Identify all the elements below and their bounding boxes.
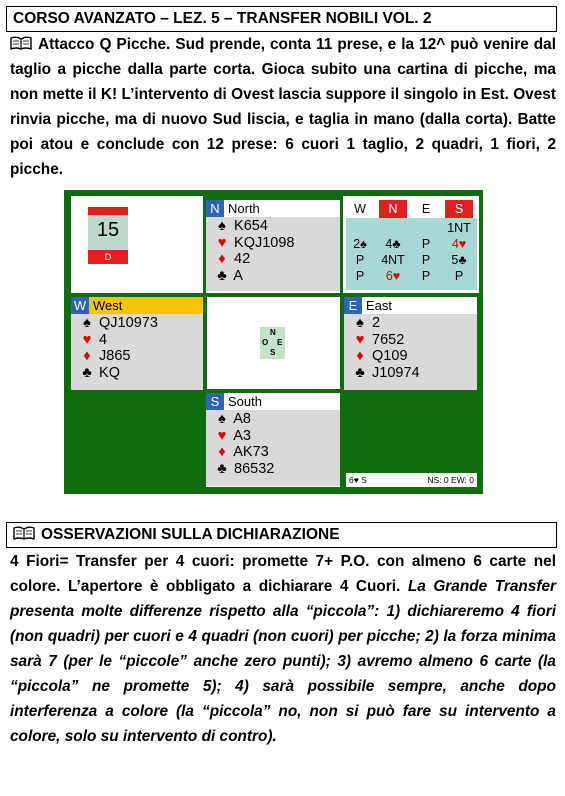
auction-call: 4NT <box>381 253 405 267</box>
compass-north: N <box>270 328 276 337</box>
diamonds-holding: 42 <box>234 251 251 267</box>
spades-holding: A8 <box>233 411 251 427</box>
east-hand <box>344 297 477 390</box>
intro-paragraph <box>10 32 556 182</box>
bridge-deal-diagram <box>64 190 483 494</box>
intro-text: Attacco Q Picche. Sud prende, conta 11 prese, e la 12^ può venire dal taglio a picche dalla parte corta. Gioca subito una cartina di picche, ma non mette il K! L’intervento di Ovest lascia suppore il singolo in Est. Ovest rinvia picche, ma di nuovo Sud liscia, e taglia in mano (dalla corta). Batte poi atou e conclude con 12 prese: 6 cuori 1 taglio, 2 quadri, 1 fiori, 2 picche. <box>10 36 556 178</box>
auction-col-west: W <box>346 200 374 218</box>
south-hand <box>206 393 340 487</box>
clubs-holding: J10974 <box>372 364 420 381</box>
clubs-holding: KQ <box>99 364 120 381</box>
spades-holding: 2 <box>372 315 381 331</box>
diamonds-holding: J865 <box>99 348 131 364</box>
diamonds-holding: AK73 <box>233 444 269 460</box>
seat-letter: N <box>206 200 224 217</box>
club-icon: ♣ <box>217 460 227 477</box>
auction-header <box>346 200 477 218</box>
north-hand <box>206 200 340 293</box>
auction-call: P <box>355 269 365 283</box>
spade-icon: ♠ <box>356 315 364 331</box>
club-icon: ♣ <box>217 267 227 284</box>
spades-holding: K654 <box>234 218 268 234</box>
hearts-holding: A3 <box>233 427 251 444</box>
clubs-holding: 86532 <box>234 460 275 477</box>
auction-call: 1NT <box>447 221 471 235</box>
diamond-icon: ♦ <box>83 348 91 364</box>
heart-icon: ♥ <box>82 331 92 348</box>
heart-icon: ♥ <box>355 331 365 348</box>
spades-holding: QJ10973 <box>99 315 158 331</box>
compass-south: S <box>270 348 276 357</box>
diamond-icon: ♦ <box>218 251 226 267</box>
auction-col-east: E <box>412 200 440 218</box>
observations-text: 4 Fiori= Transfer per 4 cuori: promette 7+ P.O. con almeno 6 carte nel colore. L’apertore è obbligato a dichiarare 4 Cuori. <box>10 553 556 595</box>
diamond-icon: ♦ <box>218 444 226 460</box>
auction-call: P <box>355 253 365 267</box>
spade-icon: ♠ <box>83 315 91 331</box>
compass-east: E <box>277 338 283 347</box>
observations-paragraph <box>10 549 556 749</box>
score-label: NS: 0 EW: 0 <box>427 475 474 485</box>
auction-col-south: S <box>445 200 473 218</box>
spade-icon: ♠ <box>218 411 226 427</box>
contract-status-bar <box>346 473 477 487</box>
contract-label: 6♥ S <box>349 475 367 485</box>
compass-west: O <box>262 338 269 347</box>
hearts-holding: KQJ1098 <box>234 234 295 251</box>
section-title <box>6 522 557 548</box>
observations-italic-text: La Grande Transfer presenta molte differenze rispetto alla “piccola”: 1) dichiareremo 4 fiori (non quadri) per cuori e 4 quadri (non cuori) per picche; 2) la forza minima sarà 7 (per le “piccole” anche zero punti); 3) avremo almeno 6 carte (la “piccola” ne promette 5); 4) sarà possibile sempre, anche dopo interferenza a colore (la “piccola” no, non si può fare su intervento a colore, solo su intervento di contro). <box>10 578 557 745</box>
dealer-marker: D <box>88 250 128 264</box>
auction-col-north: N <box>379 200 407 218</box>
compass-rose <box>260 327 285 359</box>
auction-call: 5♣ <box>451 253 467 267</box>
seat-name: East <box>366 298 393 313</box>
spade-icon: ♠ <box>218 218 226 234</box>
west-hand <box>71 297 203 390</box>
seat-name: North <box>228 201 260 216</box>
board-number-cell <box>71 196 203 293</box>
auction-table <box>346 200 477 290</box>
auction-call: 6♥ <box>385 269 401 283</box>
hearts-holding: 4 <box>99 331 108 348</box>
seat-letter: S <box>206 393 224 410</box>
diamonds-holding: Q109 <box>372 348 408 364</box>
auction-call: P <box>421 269 431 283</box>
auction-call: P <box>421 253 431 267</box>
page-title: CORSO AVANZATO – LEZ. 5 – TRANSFER NOBILI VOL. 2 <box>6 6 557 32</box>
auction-call: P <box>421 237 431 251</box>
open-book-icon <box>13 526 35 540</box>
board-number-box <box>88 207 128 264</box>
clubs-holding: A <box>233 267 243 284</box>
auction-call: P <box>454 269 464 283</box>
hearts-holding: 7652 <box>372 331 405 348</box>
club-icon: ♣ <box>82 364 92 381</box>
auction-call: 2♠ <box>353 237 367 251</box>
open-book-icon <box>10 36 32 50</box>
section-title-text: OSSERVAZIONI SULLA DICHIARAZIONE <box>41 526 340 543</box>
diamond-icon: ♦ <box>356 348 364 364</box>
seat-name: South <box>228 394 262 409</box>
club-icon: ♣ <box>355 364 365 381</box>
heart-icon: ♥ <box>217 234 227 251</box>
seat-letter: E <box>344 297 362 314</box>
board-number: 15 <box>96 219 120 241</box>
seat-letter: W <box>71 297 89 314</box>
seat-name: West <box>93 298 123 313</box>
auction-call: 4♥ <box>451 237 467 251</box>
auction-call: 4♣ <box>385 237 401 251</box>
heart-icon: ♥ <box>217 427 227 444</box>
